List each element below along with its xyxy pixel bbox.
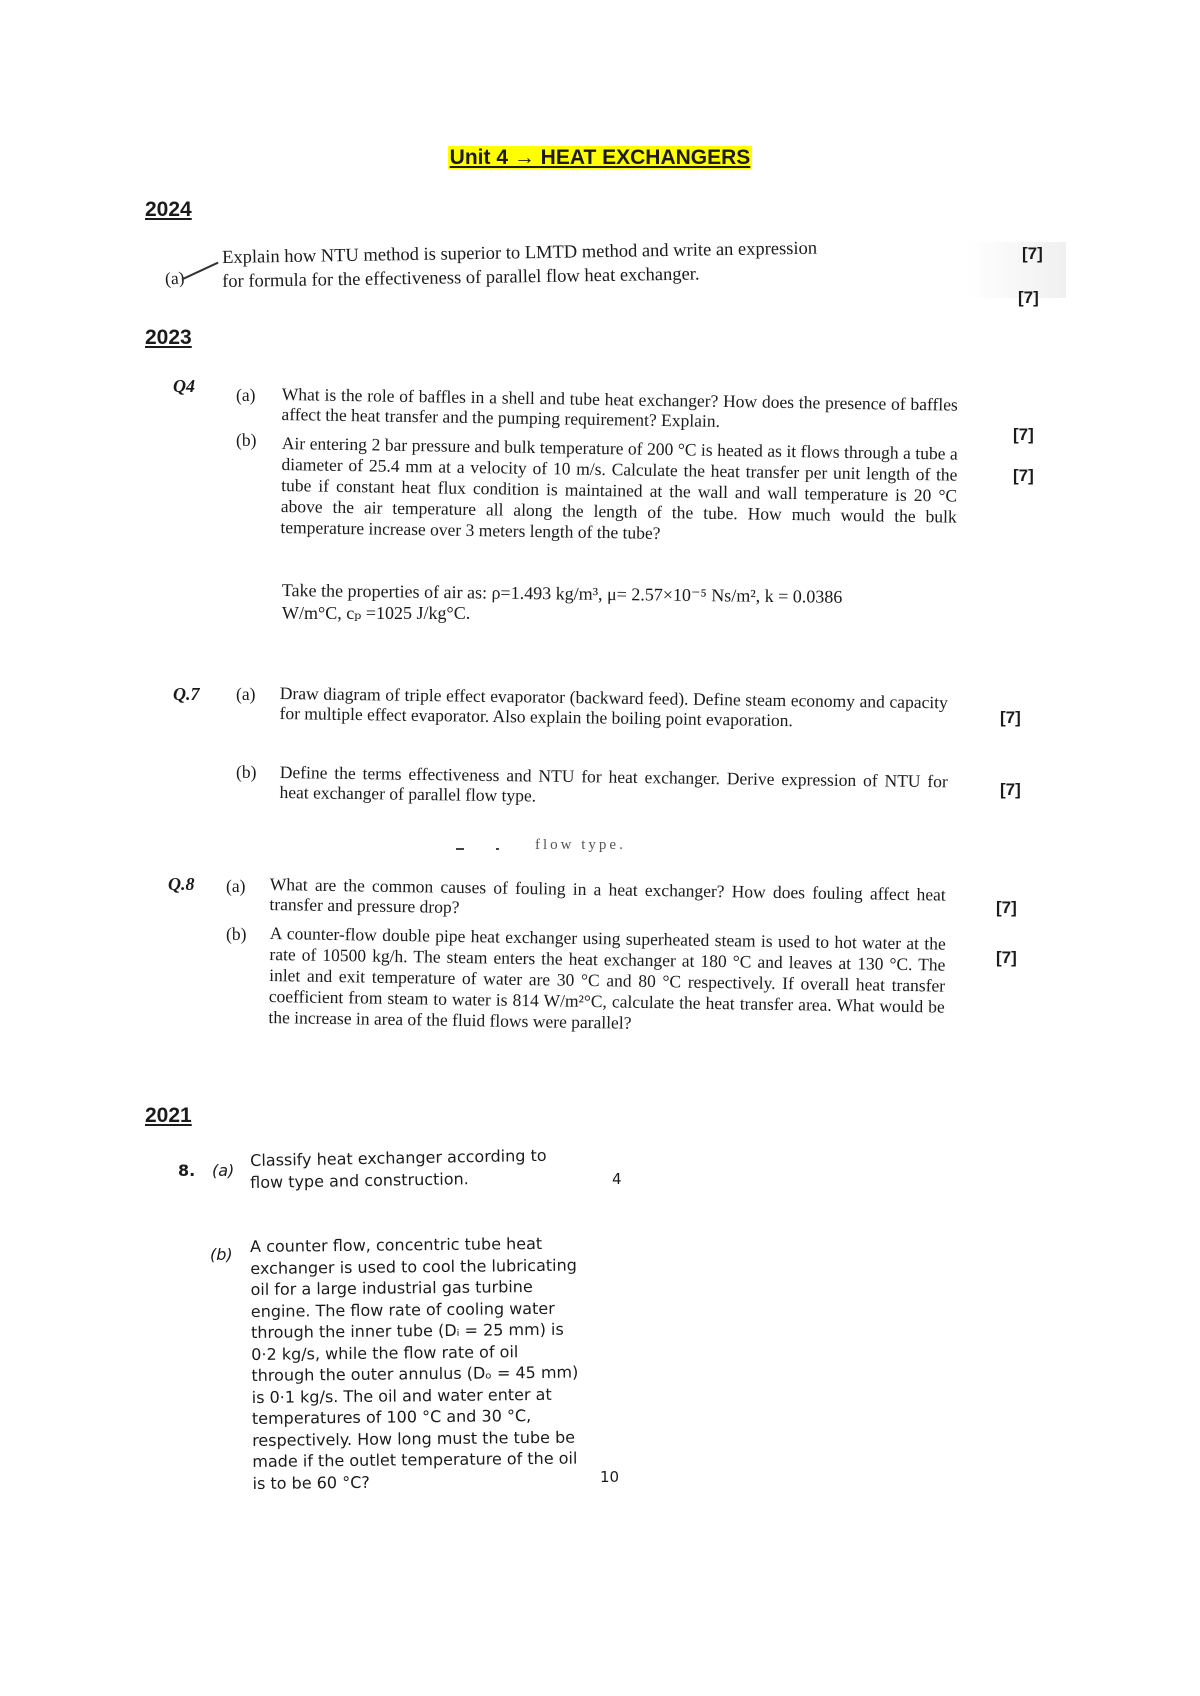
q-2024-line1: Explain how NTU method is superior to LMTD method and write an expression [222, 238, 818, 268]
q8-2021-b-line: is 0·1 kg/s. The oil and water enter at [251, 1384, 552, 1407]
year-heading-2021: 2021 [145, 1104, 192, 1127]
q8-2021-b-line: made if the outlet temperature of the oil [252, 1448, 578, 1471]
q8-2021-b-line: through the outer annulus (Dₒ = 45 mm) [251, 1362, 579, 1385]
q4-a-text: What is the role of baffles in a shell and tube heat exchanger? How does the presence of baffles affect the heat transfer and the pumping requirement? Explain. [281, 384, 958, 431]
scan-dash [456, 848, 464, 850]
q8-2021-a-marks: 4 [612, 1170, 622, 1188]
q4-a-label: (a) [236, 385, 256, 405]
year-heading-2024: 2024 [145, 198, 192, 221]
page-title [0, 146, 1200, 170]
q8-2021-b-line: 0·2 kg/s, while the flow rate of oil [251, 1341, 519, 1364]
q8-2021-b-line: engine. The flow rate of cooling water [250, 1298, 555, 1321]
q4-props-line1: Take the properties of air as: ρ=1.493 kg/m³, μ= 2.57×10⁻⁵ Ns/m², k = 0.0386 [281, 580, 843, 607]
scan-residue: flow type. [535, 837, 626, 853]
q8-b-text: A counter-flow double pipe heat exchanger using superheated steam is used to hot water at the rate of 10500 kg/h. The steam enters the heat exchanger at 180 °C and leaves at 130 °C. The inlet and exit temperature of water are 30 °C and 80 °C respectively. If overall heat transfer coefficient from steam to water is 814 W/m²°C, calculate the heat transfer area. What would be the increase in area of the fluid flows were parallel? [268, 923, 946, 1033]
q7-a-marks: [7] [1000, 708, 1021, 727]
q7-a-label: (a) [236, 684, 256, 704]
q4-props-line2: W/m°C, cₚ =1025 J/kg°C. [282, 603, 471, 623]
q8-2021-b-marks: 10 [600, 1468, 620, 1486]
page-title-text: Unit 4 → HEAT EXCHANGERS [449, 146, 751, 169]
q8-2021-a-line1: Classify heat exchanger according to [250, 1145, 547, 1170]
pen-stroke [181, 262, 218, 281]
q8-2021-b-line: through the inner tube (Dᵢ = 25 mm) is [250, 1319, 564, 1342]
q8-2021-b-line: exchanger is used to cool the lubricating [250, 1255, 577, 1278]
q8-number: Q.8 [168, 874, 195, 894]
q4-b-label: (b) [236, 430, 257, 450]
q4-number: Q4 [173, 376, 195, 396]
q8-b-label: (b) [226, 924, 247, 944]
q8-2021-a-line2: flow type and construction. [250, 1169, 469, 1192]
q7-a-text: Draw diagram of triple effect evaporator (backward feed). Define steam economy and capacity for multiple effect evaporator. Also explain the boiling point evaporation. [279, 683, 948, 731]
q8-2021-number: 8. [178, 1161, 196, 1180]
q8-2021-b-label: (b) [210, 1245, 233, 1264]
q4-b-text: Air entering 2 bar pressure and bulk temperature of 200 °C is heated as it flows through a tube a diameter of 25.4 mm at a velocity of 10 m/s. Calculate the heat transfer per unit length of the tube if constant heat flux condition is maintained at the wall and wall temperature is 20 °C above the air temperature all along the length of the tube. How much would the bulk temperature increase over 3 meters length of the tube? [280, 433, 958, 543]
year-heading-2023: 2023 [145, 326, 192, 349]
q7-number: Q.7 [173, 684, 200, 704]
q8-a-label: (a) [226, 876, 246, 896]
q8-2021-a-label: (a) [212, 1161, 235, 1180]
q-2024-line2: for formula for the effectiveness of parallel flow heat exchanger. [222, 264, 700, 292]
q7-b-label: (b) [236, 762, 257, 782]
q7-b-marks: [7] [1000, 780, 1021, 799]
q-2024-a-label: (a) [164, 267, 186, 289]
q-2024-marks-cut: [7] [1018, 288, 1039, 307]
q4-b-marks: [7] [1013, 466, 1034, 485]
scan-dot [496, 848, 499, 850]
q8-2021-b-line: temperatures of 100 °C and 30 °C, [251, 1406, 532, 1428]
q-2024-marks-cut-wrap [1018, 288, 1052, 307]
q8-b-marks: [7] [996, 948, 1017, 967]
scan-residue-wrap [535, 837, 655, 853]
q-2024-marks: [7] [1022, 244, 1043, 263]
q8-2021-b-line: oil for a large industrial gas turbine [250, 1277, 533, 1299]
q7-b-text: Define the terms effectiveness and NTU for heat exchanger. Derive expression of NTU for heat exchanger of parallel flow type. [279, 762, 948, 806]
q8-a-marks: [7] [996, 898, 1017, 917]
q8-2021-b-line: is to be 60 °C? [252, 1472, 370, 1493]
q8-2021-b-line: A counter flow, concentric tube heat [250, 1233, 543, 1256]
q8-2021-b-text [250, 1232, 593, 1494]
q4-a-marks: [7] [1013, 425, 1034, 444]
q8-2021-b-line: respectively. How long must the tube be [252, 1427, 576, 1450]
q8-a-text: What are the common causes of fouling in a heat exchanger? How does fouling affect heat transfer and pressure drop? [269, 874, 946, 917]
